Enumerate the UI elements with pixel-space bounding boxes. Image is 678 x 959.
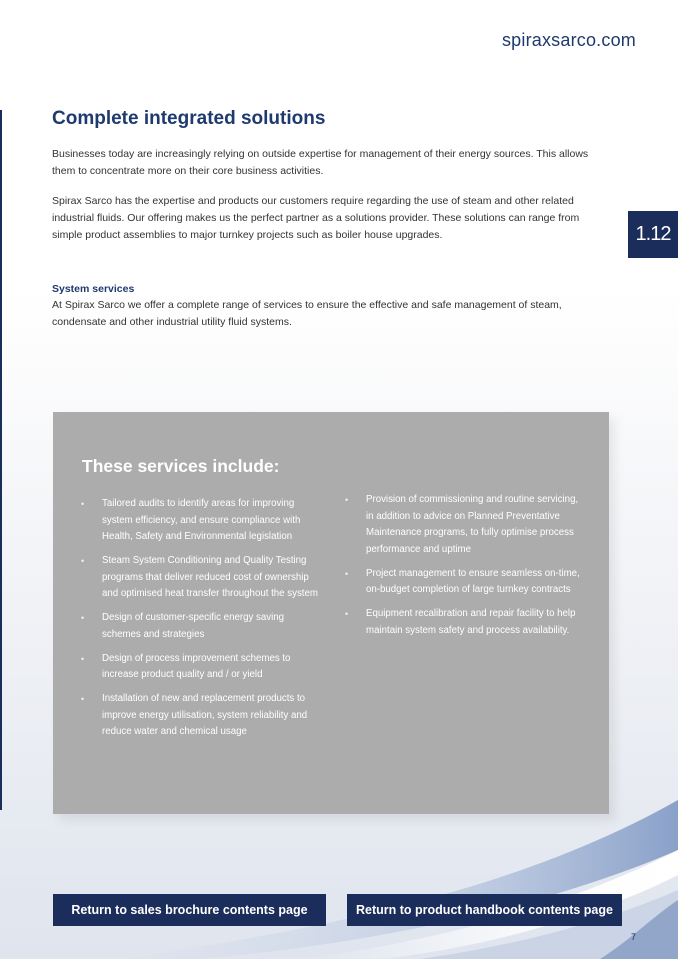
expertise-paragraph: Spirax Sarco has the expertise and products our customers require regarding the use of steam and other related industrial fluids. Our offering makes us the perfect partner as a solutions provider. These solutions can range from simple product assemblies to major turnkey projects such as boiler house upgrades. <box>52 195 580 241</box>
decorative-swoosh <box>0 780 678 959</box>
services-box <box>53 412 609 814</box>
services-list-right <box>345 492 585 647</box>
list-item: • Project management to ensure seamless on-time, on-budget completion of large turnkey contracts <box>345 566 585 599</box>
system-services-text: At Spirax Sarco we offer a complete range of services to ensure the effective and safe management of steam, condensate and other industrial utility fluid systems. <box>52 299 562 328</box>
page-number: 7 <box>630 932 636 942</box>
list-item: • Equipment recalibration and repair facility to help maintain system safety and process availability. <box>345 606 585 639</box>
site-url-link[interactable]: spiraxsarco.com <box>501 30 636 50</box>
list-item: • Design of customer-specific energy saving schemes and strategies <box>81 610 321 643</box>
list-item: • Steam System Conditioning and Quality Testing programs that deliver reduced cost of ownership and optimised heat transfer throughout the system <box>81 553 321 603</box>
services-title: These services include: <box>82 456 280 476</box>
page-title: Complete integrated solutions <box>52 108 326 129</box>
system-services-heading: System services <box>52 283 135 295</box>
list-item: • Installation of new and replacement products to improve energy utilisation, system reliability and reduce water and chemical usage <box>81 691 321 741</box>
list-item: • Tailored audits to identify areas for improving system efficiency, and ensure compliance with Health, Safety and Environmental legislation <box>81 496 321 546</box>
list-item: • Design of process improvement schemes to increase product quality and / or yield <box>81 651 321 684</box>
return-product-handbook-button[interactable]: Return to product handbook contents page <box>347 894 622 926</box>
return-sales-brochure-button[interactable]: Return to sales brochure contents page <box>53 894 326 926</box>
section-tab: 1.12 <box>628 211 678 258</box>
page-edge-line <box>0 110 2 810</box>
intro-paragraph: Businesses today are increasingly relying on outside expertise for management of their energy sources. This allows them to concentrate more on their core business activities. <box>52 148 589 177</box>
list-item: • Provision of commissioning and routine servicing, in addition to advice on Planned Preventative Maintenance programs, to fully optimise process performance and uptime <box>345 492 585 558</box>
services-list-left <box>81 496 321 748</box>
